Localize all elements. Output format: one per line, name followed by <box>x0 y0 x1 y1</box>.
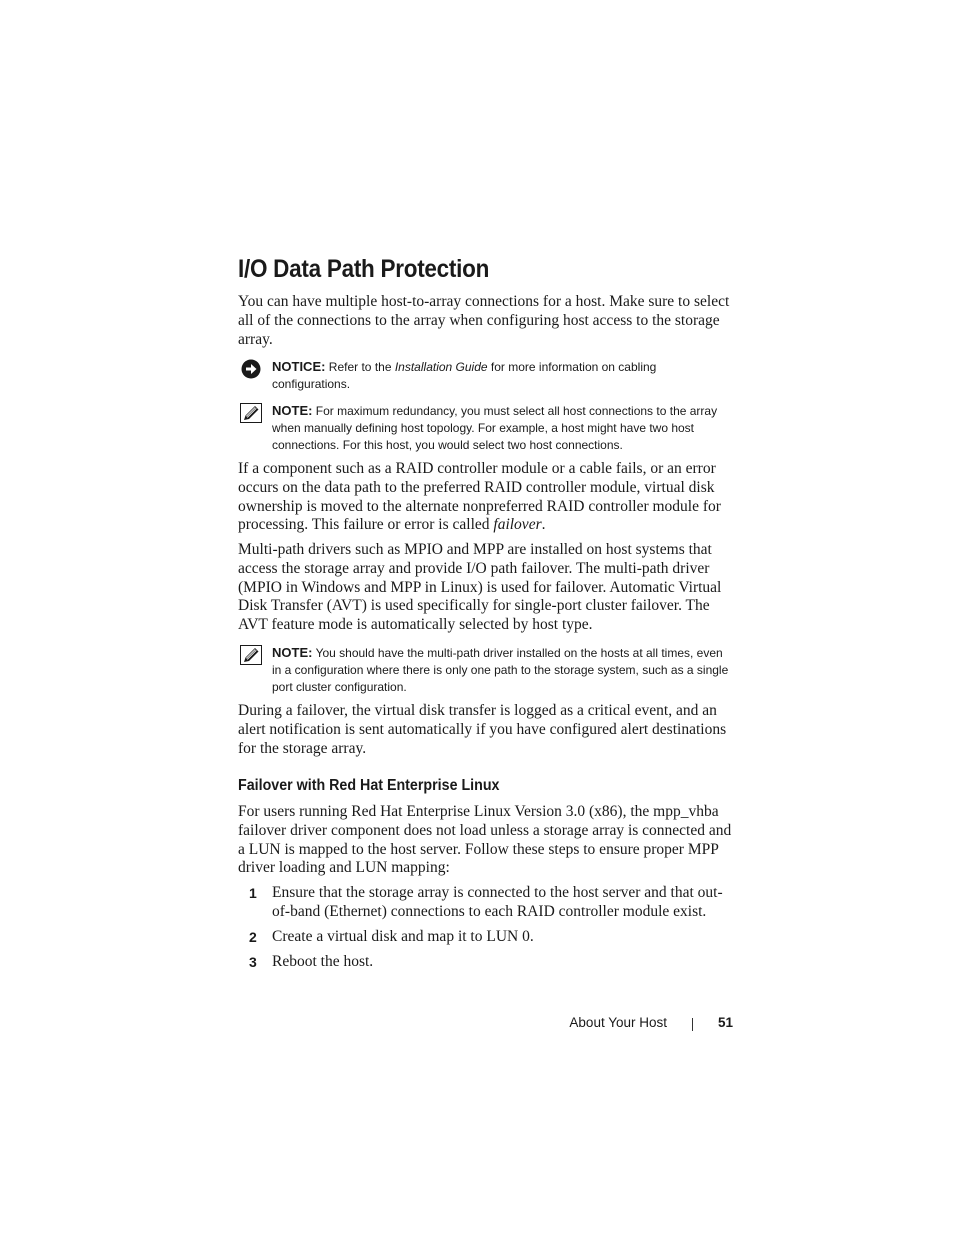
notice-block <box>238 358 735 393</box>
notice-text-after: for more information on cabling configurations. <box>272 360 657 391</box>
notice-arrow-icon <box>240 359 262 379</box>
failover-term: failover <box>493 516 542 534</box>
step-item <box>238 953 735 972</box>
step-number: 3 <box>249 954 257 970</box>
step-item <box>238 884 735 922</box>
failover-end: . <box>541 516 546 534</box>
note-2-label: NOTE: <box>272 645 313 660</box>
note-1-text <box>272 402 735 454</box>
page-heading: I/O Data Path Protection <box>238 255 490 283</box>
footer-divider <box>692 1018 693 1031</box>
notice-text-before: Refer to the <box>328 360 392 374</box>
footer-section-title: About Your Host <box>569 1015 667 1030</box>
page-number: 51 <box>717 1015 733 1030</box>
intro-paragraph: You can have multiple host-to-array connections for a host. Make sure to select all of the connections to the array when configuring host access to the storage array. <box>238 293 730 348</box>
step-text: Create a virtual disk and map it to LUN 0. <box>272 928 534 945</box>
note-pencil-icon <box>240 645 262 665</box>
failover-paragraph <box>238 460 735 535</box>
page-footer <box>238 1015 735 1035</box>
note-2-text <box>272 644 735 696</box>
rhel-paragraph: For users running Red Hat Enterprise Linux Version 3.0 (x86), the mpp_vhba failover driver component does not load unless a storage array is connected and a LUN is mapped to the host server. Follow these steps to ensure proper MPP driver loading and LUN mapping: <box>238 803 732 877</box>
failover-text: If a component such as a RAID controller module or a cable fails, or an error occurs on the data path to the preferred RAID controller module, virtual disk ownership is moved to the alternate nonpreferred RAID controller module for processing. This failure or error is called <box>238 460 721 534</box>
step-item <box>238 928 735 947</box>
note-1-body: For maximum redundancy, you must select all host connections to the array when manually defining host topology. For example, a host might have two host connections. For this host, you would select two host connections. <box>272 404 718 452</box>
note-pencil-icon <box>240 403 262 423</box>
step-text: Ensure that the storage array is connected to the host server and that out-of-band (Ethernet) connections to each RAID controller module exist. <box>272 884 723 920</box>
step-number: 1 <box>249 885 257 901</box>
multipath-paragraph: Multi-path drivers such as MPIO and MPP are installed on host systems that access the storage array and provide I/O path failover. The multi-path driver (MPIO in Windows and MPP in Linux) is used for failover. Automatic Virtual Disk Transfer (AVT) is used specifically for single-port cluster failover. The AVT feature mode is automatically selected by host type. <box>238 541 722 634</box>
note-1-label: NOTE: <box>272 403 313 418</box>
notice-guide-title: Installation Guide <box>394 360 488 374</box>
step-text: Reboot the host. <box>272 953 374 970</box>
notice-text <box>272 358 735 393</box>
step-number: 2 <box>249 929 257 945</box>
notice-label: NOTICE: <box>272 359 326 374</box>
note-block-1 <box>238 402 735 454</box>
section-subheading: Failover with Red Hat Enterprise Linux <box>238 777 500 794</box>
note-2-body: You should have the multi-path driver installed on the hosts at all times, even in a configuration where there is only one path to the storage system, such as a single port cluster configuration. <box>272 646 729 694</box>
during-failover-paragraph: During a failover, the virtual disk transfer is logged as a critical event, and an alert notification is sent automatically if you have configured alert destinations for the storage array. <box>238 702 727 757</box>
note-block-2 <box>238 644 735 696</box>
